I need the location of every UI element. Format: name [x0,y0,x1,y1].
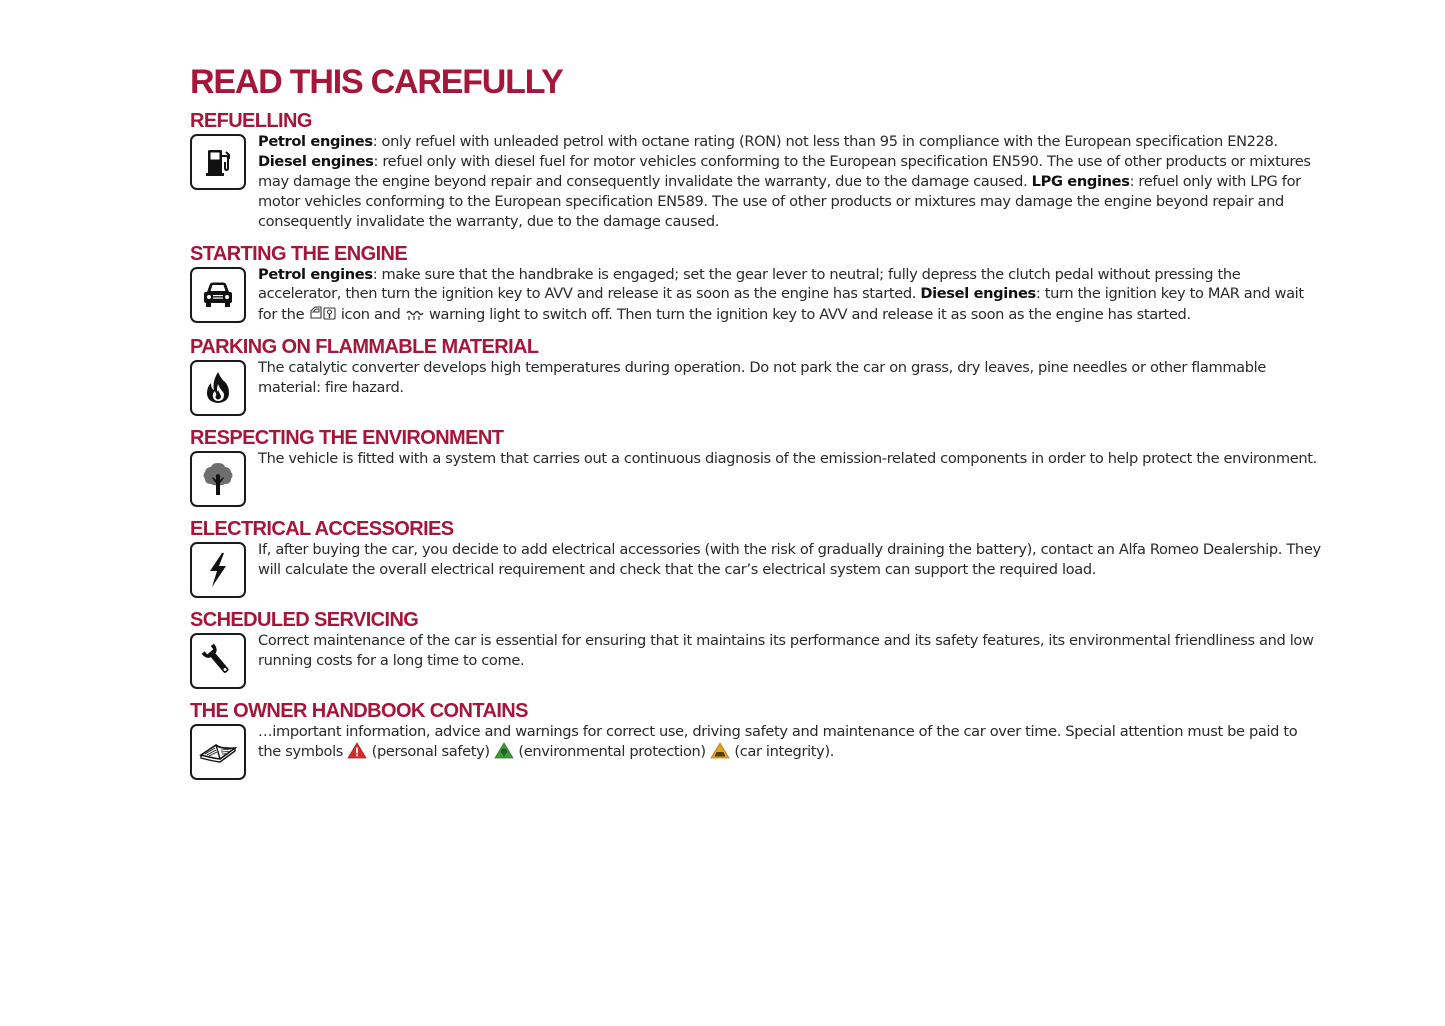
lightning-icon [190,542,246,598]
section-heading: SCHEDULED SERVICING [190,609,419,632]
starting-engine-text: Petrol engines: make sure that the handbrake is engaged; set the gear lever to neutral; fully depress the clutch pedal without pressing the accelerator, then turn the ignition key to AVV and release it as soon as the engine has started. Diesel engines: turn the ignition key to MAR and wait for the icon and warning light to switch off. Then turn the ignition key to AVV and release it as soon as the engine has started. [258,265,1304,324]
page-title: READ THIS CAREFULLY [190,63,563,101]
petrol-label: Petrol engines [258,265,373,283]
manual-page [190,62,1330,791]
handbook-text: …important information, advice and warnings for correct use, driving safety and maintenance of the car over time. Special attention must be paid to the symbols (personal safety) (environmental protection) (car integrity). [258,723,1298,761]
personal-safety-warning-icon [347,742,367,759]
section-heading: REFUELLING [190,110,312,132]
section-environment [190,427,1330,507]
petrol-label: Petrol engines [258,133,373,150]
section-electrical [190,518,1330,598]
electrical-text: If, after buying the car, you decide to add electrical accessories (with the risk of gradually draining the battery), contact an Alfa Romeo Dealership. They will calculate the overall electrical requirement and check that the car’s electrical system can support the required load. [258,541,1321,579]
wrench-icon [190,633,246,689]
section-heading: STARTING THE ENGINE [190,242,408,265]
car-integrity-icon [710,742,730,759]
car-front-icon [190,267,246,323]
environmental-protection-icon [494,742,514,759]
section-heading: ELECTRICAL ACCESSORIES [190,518,454,541]
section-parking-flammable [190,336,1330,416]
section-handbook [190,700,1330,780]
diesel-label: Diesel engines [920,285,1036,303]
fire-icon [190,360,246,416]
lpg-label: LPG engines [1031,172,1130,190]
environment-text: The vehicle is fitted with a system that carries out a continuous diagnosis of the emission-related components in order to help protect the environment. [258,450,1317,468]
diesel-label: Diesel engines [258,152,374,170]
section-heading: PARKING ON FLAMMABLE MATERIAL [190,336,539,359]
open-book-icon [190,724,246,780]
tree-icon [190,451,246,507]
refuelling-text: Petrol engines: only refuel with unleaded petrol with octane rating (RON) not less than 95 in compliance with the European specification EN228. Diesel engines: refuel only with diesel fuel for motor vehicles conforming to the European specification EN590. The use of other products or mixtures may damage the engine beyond repair and consequently invalidate the warranty, due to the damage caused. LPG engines: refuel only with LPG for motor vehicles conforming to the European specification EN589. The use of other products or mixtures may damage the engine beyond repair and consequently invalidate the warranty, due to the damage caused. [258,133,1311,230]
section-servicing [190,609,1330,689]
key-in-ignition-icon [309,304,337,322]
section-refuelling [190,110,1330,232]
section-heading: RESPECTING THE ENVIRONMENT [190,427,504,450]
section-heading: THE OWNER HANDBOOK CONTAINS [190,700,528,723]
parking-flammable-text: The catalytic converter develops high temperatures during operation. Do not park the car on grass, dry leaves, pine needles or other flammable material: fire hazard. [258,359,1267,397]
fuel-pump-icon [190,134,246,190]
servicing-text: Correct maintenance of the car is essential for ensuring that it maintains its performance and its safety features, its environmental friendliness and low running costs for a long time to come. [258,632,1314,670]
section-starting-engine [190,243,1330,326]
glow-plug-icon [405,308,425,322]
